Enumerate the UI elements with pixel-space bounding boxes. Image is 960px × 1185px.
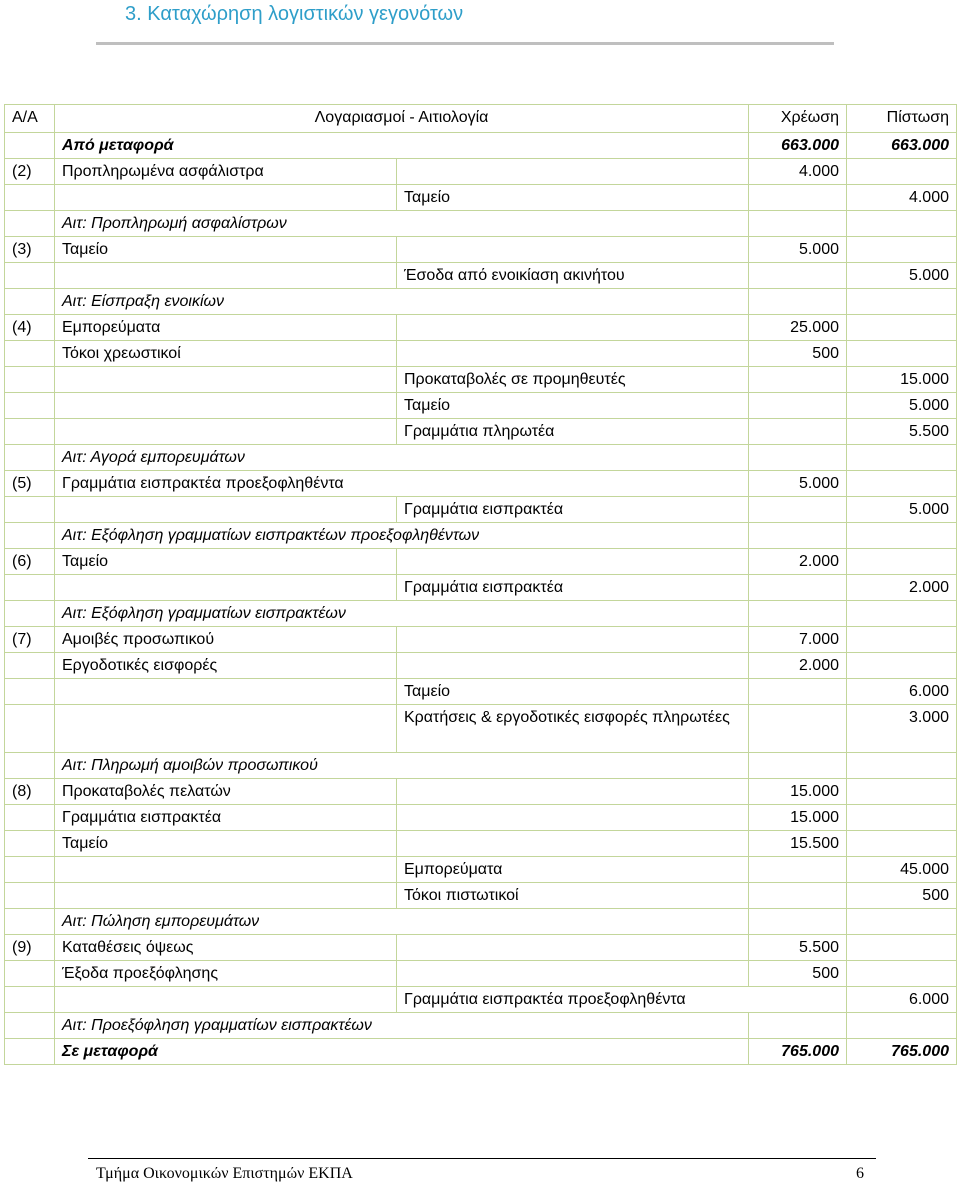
journal-row — [5, 805, 957, 831]
credit-amount: 5.000 — [847, 263, 957, 289]
debit-amount — [749, 601, 847, 627]
journal-row — [5, 857, 957, 883]
debit-amount — [749, 909, 847, 935]
carry-out-debit: 765.000 — [749, 1039, 847, 1065]
debit-amount — [749, 445, 847, 471]
credit-amount — [847, 753, 957, 779]
entry-number — [5, 497, 55, 523]
entry-number — [5, 601, 55, 627]
entry-number: (2) — [5, 159, 55, 185]
credit-account — [397, 653, 749, 679]
entry-number — [5, 575, 55, 601]
carry-in-aa — [5, 133, 55, 159]
debit-amount — [749, 575, 847, 601]
debit-account: Ταμείο — [55, 549, 397, 575]
entry-number — [5, 393, 55, 419]
journal-body — [5, 133, 957, 1039]
justification: Αιτ: Εξόφληση γραμματίων εισπρακτέων προεξοφληθέντων — [55, 523, 749, 549]
debit-amount — [749, 497, 847, 523]
header-debit: Χρέωση — [749, 105, 847, 133]
debit-amount: 5.000 — [749, 237, 847, 263]
credit-account — [397, 627, 749, 653]
debit-account: Προπληρωμένα ασφάλιστρα — [55, 159, 397, 185]
journal-row — [5, 549, 957, 575]
justification: Αιτ: Προπληρωμή ασφαλίστρων — [55, 211, 749, 237]
debit-account: Καταθέσεις όψεως — [55, 935, 397, 961]
credit-account — [397, 237, 749, 263]
credit-amount — [847, 289, 957, 315]
entry-number: (7) — [5, 627, 55, 653]
justification: Αιτ: Εξόφληση γραμματίων εισπρακτέων — [55, 601, 749, 627]
debit-account: Αμοιβές προσωπικού — [55, 627, 397, 653]
footer-page-number: 6 — [856, 1165, 864, 1182]
journal-row — [5, 627, 957, 653]
debit-amount: 25.000 — [749, 315, 847, 341]
journal-row — [5, 575, 957, 601]
title-rule — [96, 42, 834, 45]
debit-account: Εργοδοτικές εισφορές — [55, 653, 397, 679]
carry-out-label: Σε μεταφορά — [55, 1039, 749, 1065]
debit-amount: 2.000 — [749, 549, 847, 575]
carry-in-debit: 663.000 — [749, 133, 847, 159]
debit-amount: 7.000 — [749, 627, 847, 653]
credit-amount — [847, 909, 957, 935]
entry-number — [5, 857, 55, 883]
debit-amount — [749, 289, 847, 315]
debit-account: Έξοδα προεξόφλησης — [55, 961, 397, 987]
credit-amount — [847, 315, 957, 341]
journal-row — [5, 393, 957, 419]
journal-row — [5, 883, 957, 909]
credit-amount: 3.000 — [847, 705, 957, 753]
debit-amount — [749, 679, 847, 705]
debit-amount: 5.500 — [749, 935, 847, 961]
journal-row — [5, 779, 957, 805]
note-row — [5, 601, 957, 627]
credit-account: Ταμείο — [397, 679, 749, 705]
justification: Αιτ: Πώληση εμπορευμάτων — [55, 909, 749, 935]
credit-amount: 45.000 — [847, 857, 957, 883]
debit-account: Ταμείο — [55, 237, 397, 263]
entry-number — [5, 753, 55, 779]
header-credit: Πίστωση — [847, 105, 957, 133]
journal-row — [5, 237, 957, 263]
note-row — [5, 753, 957, 779]
credit-account — [397, 779, 749, 805]
journal-row — [5, 367, 957, 393]
debit-account — [55, 185, 397, 211]
credit-amount — [847, 471, 957, 497]
debit-account — [55, 263, 397, 289]
entry-number — [5, 1013, 55, 1039]
debit-account: Γραμμάτια εισπρακτέα προεξοφληθέντα — [55, 471, 749, 497]
credit-amount — [847, 805, 957, 831]
credit-account: Εμπορεύματα — [397, 857, 749, 883]
credit-account: Έσοδα από ενοικίαση ακινήτου — [397, 263, 749, 289]
journal-row — [5, 185, 957, 211]
entry-number — [5, 523, 55, 549]
journal-row — [5, 831, 957, 857]
entry-number — [5, 883, 55, 909]
journal-row — [5, 961, 957, 987]
entry-number — [5, 211, 55, 237]
credit-amount — [847, 601, 957, 627]
entry-number: (6) — [5, 549, 55, 575]
debit-account: Τόκοι χρεωστικοί — [55, 341, 397, 367]
debit-account — [55, 575, 397, 601]
entry-number — [5, 961, 55, 987]
entry-number — [5, 445, 55, 471]
carry-out-credit: 765.000 — [847, 1039, 957, 1065]
credit-amount: 15.000 — [847, 367, 957, 393]
debit-account — [55, 679, 397, 705]
debit-amount — [749, 393, 847, 419]
debit-amount: 500 — [749, 961, 847, 987]
entry-number: (8) — [5, 779, 55, 805]
debit-amount: 500 — [749, 341, 847, 367]
journal-row — [5, 497, 957, 523]
debit-account — [55, 705, 397, 753]
journal-row — [5, 705, 957, 753]
entry-number — [5, 367, 55, 393]
entry-number — [5, 831, 55, 857]
carry-in-label: Από μεταφορά — [55, 133, 749, 159]
debit-account — [55, 857, 397, 883]
journal-row — [5, 679, 957, 705]
debit-account: Εμπορεύματα — [55, 315, 397, 341]
debit-amount: 15.000 — [749, 805, 847, 831]
entry-number — [5, 909, 55, 935]
credit-amount: 4.000 — [847, 185, 957, 211]
journal-row — [5, 653, 957, 679]
credit-account — [397, 159, 749, 185]
note-row — [5, 1013, 957, 1039]
entry-number: (4) — [5, 315, 55, 341]
debit-account — [55, 393, 397, 419]
credit-account — [397, 341, 749, 367]
credit-account: Προκαταβολές σε προμηθευτές — [397, 367, 749, 393]
debit-amount: 2.000 — [749, 653, 847, 679]
carry-out-aa — [5, 1039, 55, 1065]
journal-row — [5, 159, 957, 185]
credit-amount — [847, 159, 957, 185]
credit-amount: 6.000 — [847, 679, 957, 705]
note-row — [5, 523, 957, 549]
debit-account: Ταμείο — [55, 831, 397, 857]
entry-number — [5, 341, 55, 367]
entry-number — [5, 185, 55, 211]
entry-number — [5, 419, 55, 445]
table-header-row — [5, 105, 957, 133]
credit-account — [397, 831, 749, 857]
journal-row — [5, 419, 957, 445]
credit-account: Ταμείο — [397, 393, 749, 419]
journal-row — [5, 341, 957, 367]
debit-amount — [749, 419, 847, 445]
credit-account: Τόκοι πιστωτικοί — [397, 883, 749, 909]
note-row — [5, 211, 957, 237]
entry-number — [5, 705, 55, 753]
credit-amount — [847, 445, 957, 471]
entry-number — [5, 805, 55, 831]
debit-amount — [749, 211, 847, 237]
footer-department: Τμήμα Οικονομικών Επιστημών ΕΚΠΑ — [96, 1165, 353, 1182]
credit-amount: 5.000 — [847, 393, 957, 419]
credit-amount — [847, 523, 957, 549]
credit-account — [397, 315, 749, 341]
debit-amount — [749, 883, 847, 909]
debit-account: Γραμμάτια εισπρακτέα — [55, 805, 397, 831]
credit-account — [397, 961, 749, 987]
debit-amount — [749, 857, 847, 883]
entry-number — [5, 263, 55, 289]
credit-account — [397, 549, 749, 575]
credit-amount — [847, 935, 957, 961]
credit-account — [397, 805, 749, 831]
entry-number — [5, 653, 55, 679]
credit-account: Κρατήσεις & εργοδοτικές εισφορές πληρωτέες — [397, 705, 749, 753]
credit-amount — [847, 653, 957, 679]
credit-amount: 5.000 — [847, 497, 957, 523]
entry-number — [5, 987, 55, 1013]
debit-amount: 15.000 — [749, 779, 847, 805]
note-row — [5, 289, 957, 315]
debit-amount: 5.000 — [749, 471, 847, 497]
entry-number: (3) — [5, 237, 55, 263]
credit-amount — [847, 627, 957, 653]
credit-amount — [847, 237, 957, 263]
credit-amount: 6.000 — [847, 987, 957, 1013]
credit-amount — [847, 779, 957, 805]
entry-number — [5, 679, 55, 705]
credit-amount: 500 — [847, 883, 957, 909]
journal-row — [5, 263, 957, 289]
entry-number: (5) — [5, 471, 55, 497]
credit-amount — [847, 961, 957, 987]
carry-in-credit: 663.000 — [847, 133, 957, 159]
debit-amount: 4.000 — [749, 159, 847, 185]
debit-account — [55, 419, 397, 445]
carry-in-row — [5, 133, 957, 159]
journal-table — [4, 104, 957, 1065]
debit-account — [55, 987, 397, 1013]
debit-amount — [749, 367, 847, 393]
credit-amount — [847, 549, 957, 575]
credit-account: Γραμμάτια εισπρακτέα προεξοφληθέντα — [397, 987, 847, 1013]
debit-amount — [749, 1013, 847, 1039]
credit-amount: 2.000 — [847, 575, 957, 601]
footer-rule — [88, 1158, 876, 1159]
debit-amount — [749, 185, 847, 211]
note-row — [5, 445, 957, 471]
credit-amount — [847, 211, 957, 237]
carry-out-row — [5, 1039, 957, 1065]
section-title: 3. Καταχώρηση λογιστικών γεγονότων — [125, 3, 464, 25]
journal-row — [5, 935, 957, 961]
justification: Αιτ: Προεξόφληση γραμματίων εισπρακτέων — [55, 1013, 749, 1039]
debit-account — [55, 367, 397, 393]
debit-amount — [749, 753, 847, 779]
journal-row — [5, 315, 957, 341]
credit-account: Ταμείο — [397, 185, 749, 211]
debit-amount — [749, 263, 847, 289]
entry-number: (9) — [5, 935, 55, 961]
debit-amount — [749, 523, 847, 549]
credit-amount — [847, 1013, 957, 1039]
journal-row — [5, 471, 957, 497]
header-aa: Α/Α — [5, 105, 55, 133]
credit-account: Γραμμάτια εισπρακτέα — [397, 497, 749, 523]
credit-account: Γραμμάτια εισπρακτέα — [397, 575, 749, 601]
credit-amount: 5.500 — [847, 419, 957, 445]
justification: Αιτ: Αγορά εμπορευμάτων — [55, 445, 749, 471]
debit-account — [55, 497, 397, 523]
entry-number — [5, 289, 55, 315]
credit-account — [397, 935, 749, 961]
credit-account: Γραμμάτια πληρωτέα — [397, 419, 749, 445]
credit-amount — [847, 831, 957, 857]
debit-account: Προκαταβολές πελατών — [55, 779, 397, 805]
journal-row — [5, 987, 957, 1013]
header-description: Λογαριασμοί - Αιτιολογία — [55, 105, 749, 133]
justification: Αιτ: Είσπραξη ενοικίων — [55, 289, 749, 315]
debit-amount: 15.500 — [749, 831, 847, 857]
note-row — [5, 909, 957, 935]
debit-account — [55, 883, 397, 909]
debit-amount — [749, 705, 847, 753]
justification: Αιτ: Πληρωμή αμοιβών προσωπικού — [55, 753, 749, 779]
credit-amount — [847, 341, 957, 367]
